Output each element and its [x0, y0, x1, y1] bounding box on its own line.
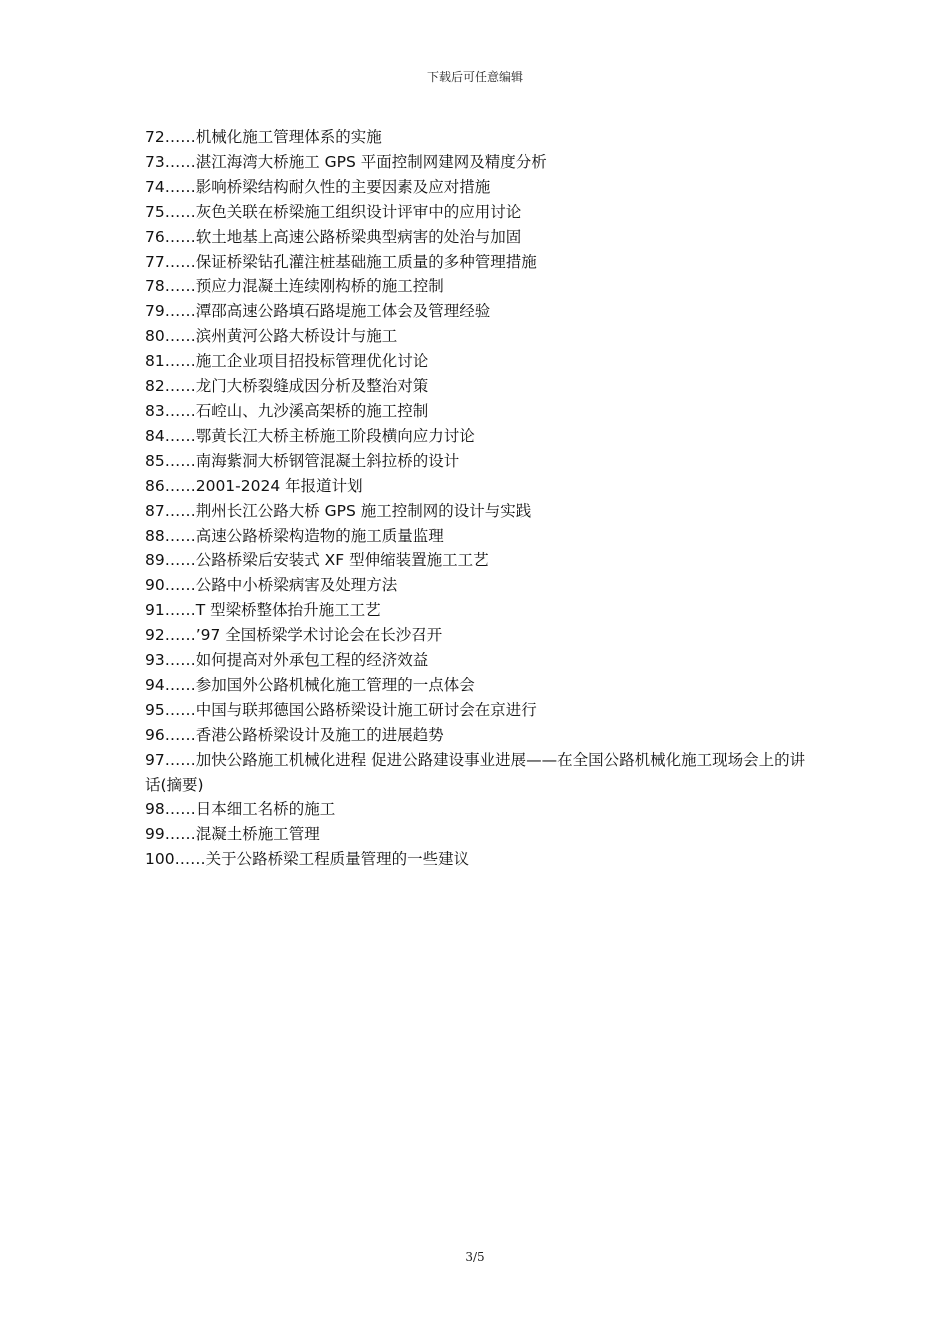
toc-item: 75……灰色关联在桥梁施工组织设计评审中的应用讨论 — [145, 202, 522, 221]
toc-item: 84……鄂黄长江大桥主桥施工阶段横向应力讨论 — [145, 426, 475, 445]
toc-item: 90……公路中小桥梁病害及处理方法 — [145, 576, 398, 595]
toc-item: 85……南海紫洞大桥钢管混凝土斜拉桥的设计 — [145, 451, 460, 470]
toc-item: 95……中国与联邦德国公路桥梁设计施工研讨会在京进行 — [145, 700, 537, 719]
toc-item: 98……日本细工名桥的施工 — [145, 800, 336, 819]
toc-item: 88……高速公路桥梁构造物的施工质量监理 — [145, 526, 444, 545]
toc-item: 82……龙门大桥裂缝成因分析及整治对策 — [145, 377, 429, 396]
toc-item: 78……预应力混凝土连续刚构桥的施工控制 — [145, 277, 444, 296]
toc-list — [145, 125, 813, 872]
toc-item: 92……’97 全国桥梁学术讨论会在长沙召开 — [145, 626, 443, 645]
page-header: 下载后可任意编辑 — [426, 70, 523, 84]
toc-item: 83……石崆山、九沙溪高架桥的施工控制 — [145, 401, 429, 420]
toc-item: 94……参加国外公路机械化施工管理的一点体会 — [145, 675, 475, 694]
toc-item: 79……潭邵高速公路填石路堤施工体会及管理经验 — [145, 302, 491, 321]
toc-item: 99……混凝土桥施工管理 — [145, 825, 320, 844]
toc-item: 73……湛江海湾大桥施工 GPS 平面控制网建网及精度分析 — [145, 152, 547, 171]
toc-item: 96……香港公路桥梁设计及施工的进展趋势 — [145, 725, 444, 744]
toc-item: 74……影响桥梁结构耐久性的主要因素及应对措施 — [145, 177, 491, 196]
toc-item: 91……T 型梁桥整体抬升施工工艺 — [145, 601, 381, 620]
toc-item: 97……加快公路施工机械化进程 促进公路建设事业进展——在全国公路机械化施工现场会上的讲话(摘要) — [145, 750, 806, 794]
toc-item: 87……荆州长江公路大桥 GPS 施工控制网的设计与实践 — [145, 501, 532, 520]
toc-item: 72……机械化施工管理体系的实施 — [145, 128, 382, 146]
toc-item: 86……2001-2024 年报道计划 — [145, 476, 363, 495]
toc-item: 76……软土地基上高速公路桥梁典型病害的处治与加固 — [145, 227, 522, 246]
toc-item: 81……施工企业项目招投标管理优化讨论 — [145, 352, 429, 371]
toc-item: 89……公路桥梁后安装式 XF 型伸缩装置施工工艺 — [145, 551, 489, 570]
toc-item: 100……关于公路桥梁工程质量管理的一些建议 — [145, 850, 470, 869]
toc-item: 77……保证桥梁钻孔灌注桩基础施工质量的多种管理措施 — [145, 252, 537, 271]
toc-item: 80……滨州黄河公路大桥设计与施工 — [145, 327, 398, 346]
toc-item: 93……如何提高对外承包工程的经济效益 — [145, 651, 429, 670]
page-number: 3/5 — [465, 1250, 485, 1264]
